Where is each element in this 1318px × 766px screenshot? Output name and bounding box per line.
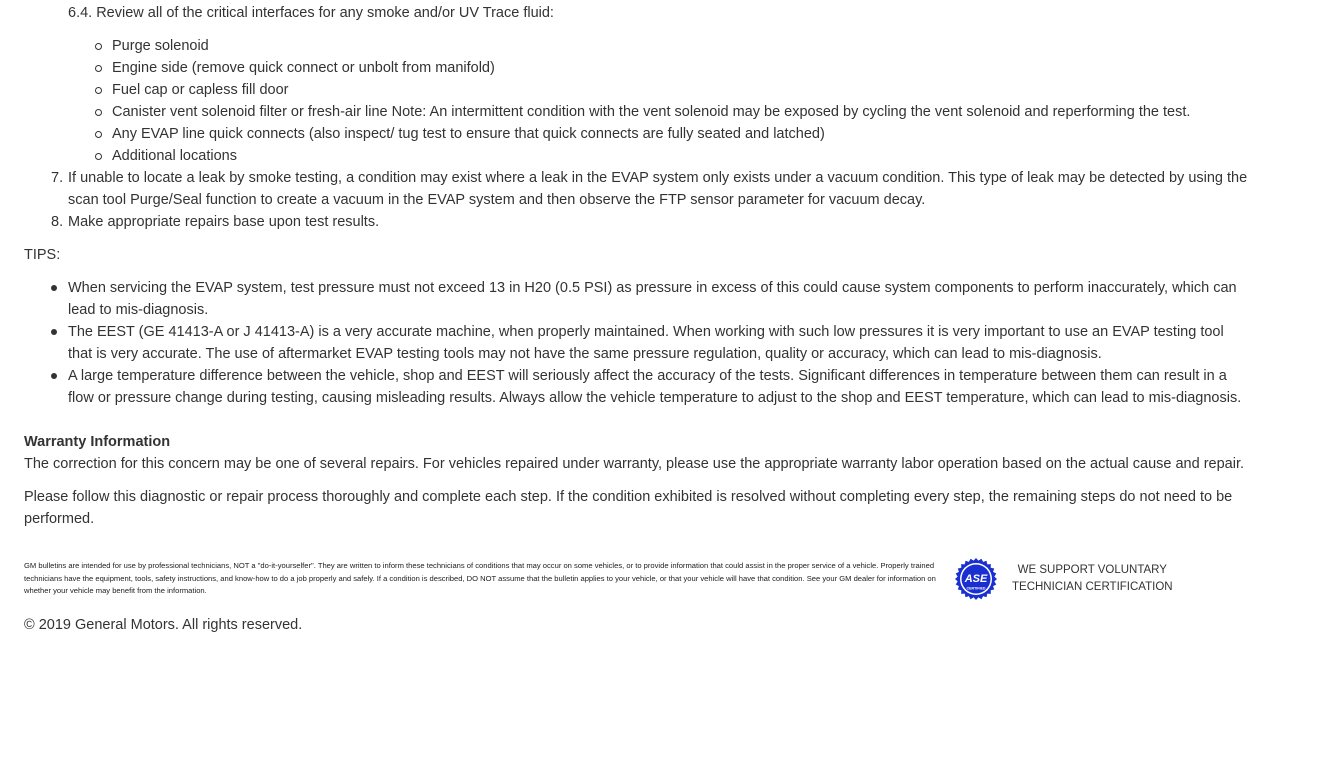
footer-row	[24, 552, 1248, 606]
svg-text:ASE: ASE	[964, 573, 988, 585]
ase-support-text	[1012, 562, 1173, 596]
step-text: Make appropriate repairs base upon test results.	[68, 214, 380, 230]
procedure-steps	[24, 167, 1248, 233]
ase-seal-icon	[954, 552, 998, 606]
tips-label: TIPS:	[24, 247, 61, 263]
warranty-heading: Warranty Information	[24, 434, 171, 450]
tips-list	[24, 277, 1248, 409]
list-item: Fuel cap or capless fill door	[112, 79, 1248, 101]
ase-certified-logo	[954, 552, 998, 606]
list-item: A large temperature difference between the vehicle, shop and EEST will seriously affect the accuracy of the tests. Significant differences in temperature between them can result in a flow or pressure change during testing, causing misleading results. Always allow the vehicle temperature to adjust to the shop and EEST temperature, which can lead to mis-diagnosis.	[68, 365, 1248, 409]
step-8	[51, 211, 1248, 233]
list-item: The EEST (GE 41413-A or J 41413-A) is a very accurate machine, when properly maintained. When working with such low pressures it is very important to use an EVAP testing tool that is very accurate. The use of aftermarket EVAP testing tools may not have the same pressure regulation, quality or accuracy, which can lead to mis-diagnosis.	[68, 321, 1248, 365]
svg-text:CERTIFIED: CERTIFIED	[966, 586, 986, 591]
step-6-4-heading: 6.4. Review all of the critical interfaces for any smoke and/or UV Trace fluid:	[68, 5, 554, 21]
ase-support-line-2: TECHNICIAN CERTIFICATION	[1012, 581, 1173, 593]
list-item: Engine side (remove quick connect or unbolt from manifold)	[112, 57, 1248, 79]
process-paragraph: Please follow this diagnostic or repair process thoroughly and complete each step. If the condition exhibited is resolved without completing every step, the remaining steps do not need to be performed.	[24, 489, 1233, 527]
list-item: When servicing the EVAP system, test pressure must not exceed 13 in H20 (0.5 PSI) as pressure in excess of this could cause system components to perform inaccurately, which can lead to mis-diagnosis.	[68, 277, 1248, 321]
interface-checklist	[24, 35, 1248, 167]
list-item: Any EVAP line quick connects (also inspect/ tug test to ensure that quick connects are fully seated and latched)	[112, 123, 1248, 145]
list-item: Additional locations	[112, 145, 1248, 167]
warranty-paragraph: The correction for this concern may be one of several repairs. For vehicles repaired under warranty, please use the appropriate warranty labor operation based on the actual cause and repair.	[24, 456, 1245, 472]
disclaimer-text: GM bulletins are intended for use by professional technicians, NOT a "do-it-yourselfer". They are written to inform these technicians of conditions that may occur on some vehicles, or to provide information that could assist in the proper service of a vehicle. Properly trained technicians have the equipment, tools, safety instructions, and know-how to do a job properly and safely. If a condition is described, DO NOT assume that the bulletin applies to your vehicle, or that your vehicle will have that condition. See your GM dealer for information on whether your vehicle may benefit from the information.	[24, 561, 936, 596]
step-number: 8.	[51, 214, 64, 230]
step-text: If unable to locate a leak by smoke testing, a condition may exist where a leak in the EVAP system only exists under a vacuum condition. This type of leak may be detected by using the scan tool Purge/Seal function to create a vacuum in the EVAP system and then observe the FTP sensor parameter for vacuum decay.	[68, 170, 1248, 208]
step-7	[51, 167, 1248, 211]
ase-support-line-1: WE SUPPORT VOLUNTARY	[1017, 564, 1167, 576]
step-number: 7.	[51, 170, 64, 186]
list-item: Canister vent solenoid filter or fresh-air line Note: An intermittent condition with the vent solenoid may be exposed by cycling the vent solenoid and reperforming the test.	[112, 101, 1248, 123]
list-item: Purge solenoid	[112, 35, 1248, 57]
copyright-text: © 2019 General Motors. All rights reserved.	[24, 617, 303, 633]
